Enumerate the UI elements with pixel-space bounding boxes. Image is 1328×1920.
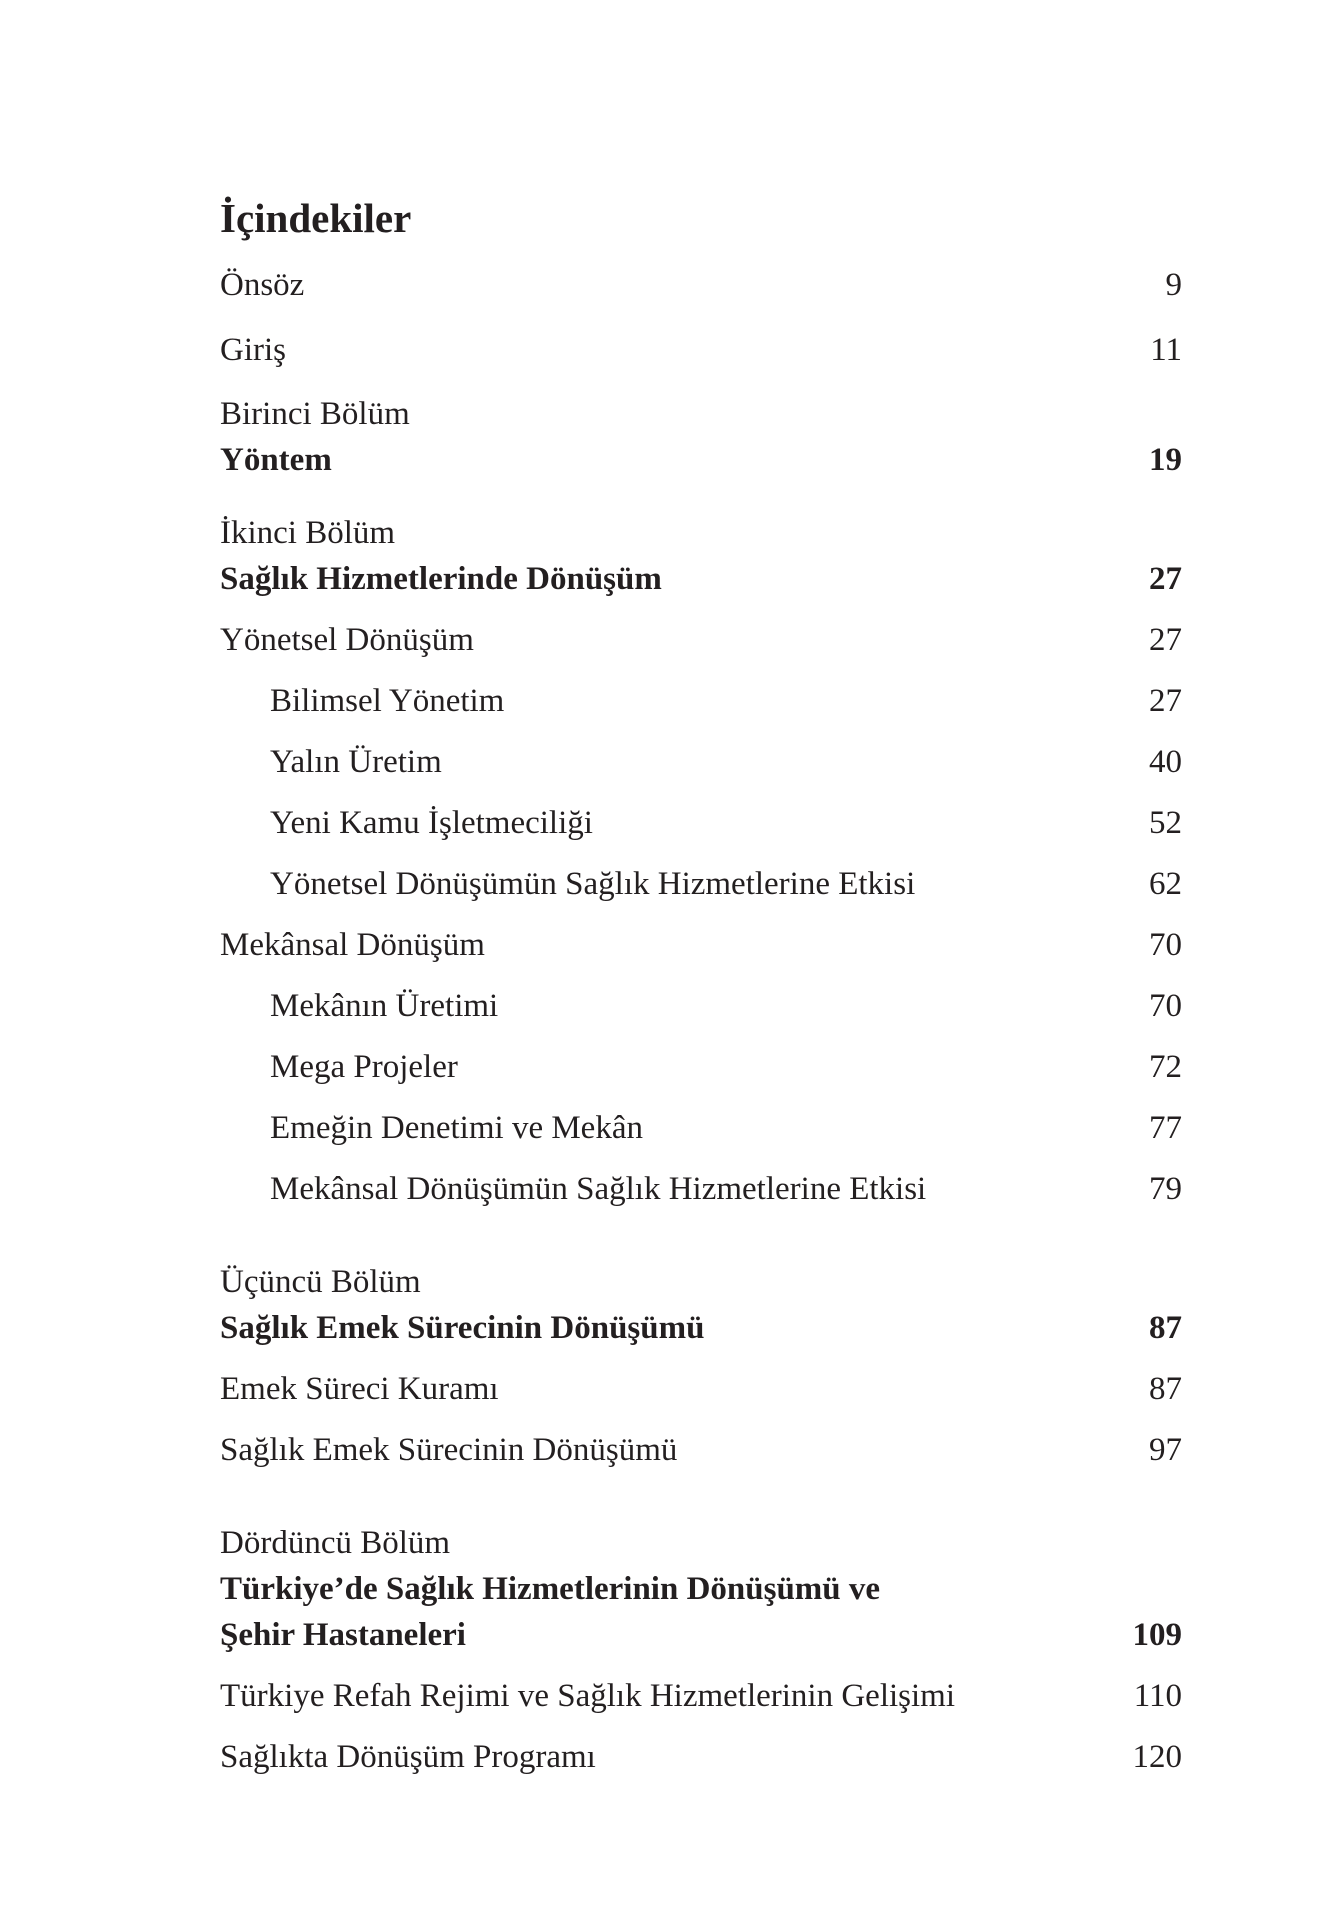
toc-entry-label: Türkiye Refah Rejimi ve Sağlık Hizmetlerinin Gelişimi: [220, 1678, 956, 1714]
toc-entry-page: 97: [1149, 1432, 1182, 1468]
chapter-title: Sağlık Hizmetlerinde Dönüşüm: [220, 561, 662, 597]
toc-entry-label: Giriş: [220, 332, 286, 368]
page-title: İçindekiler: [220, 195, 412, 241]
toc-entry-label: Mekânsal Dönüşümün Sağlık Hizmetlerine Etkisi: [270, 1171, 927, 1207]
toc-entry-page: 120: [1132, 1739, 1182, 1775]
toc-entry-chapter-3[interactable]: [220, 1305, 1182, 1351]
part-label: Üçüncü Bölüm: [220, 1264, 421, 1300]
toc-entry-page: 79: [1149, 1171, 1182, 1207]
toc-entry-page: 72: [1149, 1049, 1182, 1085]
toc-entry-chapter-4-line1[interactable]: [220, 1566, 1182, 1612]
toc-entry-label: Emeğin Denetimi ve Mekân: [270, 1110, 643, 1146]
toc-entry-page: 77: [1149, 1110, 1182, 1146]
toc-entry-page: 27: [1149, 683, 1182, 719]
toc-entry-label: Yalın Üretim: [270, 744, 442, 780]
toc-entry-section[interactable]: [220, 1427, 1182, 1473]
toc-entry-label: Mega Projeler: [270, 1049, 458, 1085]
toc-entry-page: 87: [1149, 1371, 1182, 1407]
toc-entry-onsoz[interactable]: [220, 262, 1182, 308]
toc-entry-chapter-4-line2[interactable]: [220, 1612, 1182, 1658]
toc-entry-subsection[interactable]: [270, 1105, 1182, 1151]
toc-entry-page: 52: [1149, 805, 1182, 841]
toc-entry-page: 70: [1149, 927, 1182, 963]
toc-entry-page: 27: [1149, 622, 1182, 658]
toc-entry-page: 110: [1133, 1678, 1182, 1714]
chapter-title: Yöntem: [220, 442, 332, 478]
toc-entry-section[interactable]: [220, 1734, 1182, 1780]
part-label-2: [220, 510, 1182, 556]
toc-entry-label: Bilimsel Yönetim: [270, 683, 505, 719]
part-label-1: [220, 391, 1182, 437]
toc-entry-label: Önsöz: [220, 267, 305, 303]
toc-entry-section[interactable]: [220, 1366, 1182, 1412]
toc-entry-subsection[interactable]: [270, 983, 1182, 1029]
toc-entry-page: 9: [1165, 267, 1182, 303]
part-label: İkinci Bölüm: [220, 515, 396, 551]
toc-entry-page: 40: [1149, 744, 1182, 780]
toc-entry-subsection[interactable]: [270, 800, 1182, 846]
toc-entry-label: Yönetsel Dönüşümün Sağlık Hizmetlerine Etkisi: [270, 866, 916, 902]
part-label-3: [220, 1259, 1182, 1305]
toc-entry-section[interactable]: [220, 617, 1182, 663]
part-label: Birinci Bölüm: [220, 396, 410, 432]
toc-entry-label: Emek Süreci Kuramı: [220, 1371, 499, 1407]
toc-entry-label: Yönetsel Dönüşüm: [220, 622, 474, 658]
toc-entry-page: 27: [1149, 561, 1182, 597]
toc-entry-subsection[interactable]: [270, 1044, 1182, 1090]
chapter-title: Sağlık Emek Sürecinin Dönüşümü: [220, 1310, 705, 1346]
toc-entry-subsection[interactable]: [270, 739, 1182, 785]
chapter-title: Türkiye’de Sağlık Hizmetlerinin Dönüşümü ve: [220, 1571, 881, 1607]
toc-entry-subsection[interactable]: [270, 678, 1182, 724]
toc-entry-section[interactable]: [220, 922, 1182, 968]
chapter-title: Şehir Hastaneleri: [220, 1617, 466, 1653]
toc-entry-yontem[interactable]: [220, 437, 1182, 483]
toc-entry-page: 19: [1149, 442, 1182, 478]
toc-entry-page: 11: [1150, 332, 1182, 368]
toc-entry-giris[interactable]: [220, 327, 1182, 373]
toc-entry-label: Yeni Kamu İşletmeciliği: [270, 805, 593, 841]
toc-entry-page: 70: [1149, 988, 1182, 1024]
toc-entry-page: 62: [1149, 866, 1182, 902]
toc-entry-subsection[interactable]: [270, 1166, 1182, 1212]
toc-entry-label: Sağlık Emek Sürecinin Dönüşümü: [220, 1432, 678, 1468]
toc-entry-page: 87: [1149, 1310, 1182, 1346]
part-label-4: [220, 1520, 1182, 1566]
part-label: Dördüncü Bölüm: [220, 1525, 451, 1561]
toc-entry-label: Mekânsal Dönüşüm: [220, 927, 485, 963]
toc-entry-section[interactable]: [220, 1673, 1182, 1719]
toc-entry-label: Mekânın Üretimi: [270, 988, 499, 1024]
toc-entry-page: 109: [1132, 1617, 1182, 1653]
toc-entry-subsection[interactable]: [270, 861, 1182, 907]
toc-entry-chapter-2[interactable]: [220, 556, 1182, 602]
toc-entry-label: Sağlıkta Dönüşüm Programı: [220, 1739, 596, 1775]
